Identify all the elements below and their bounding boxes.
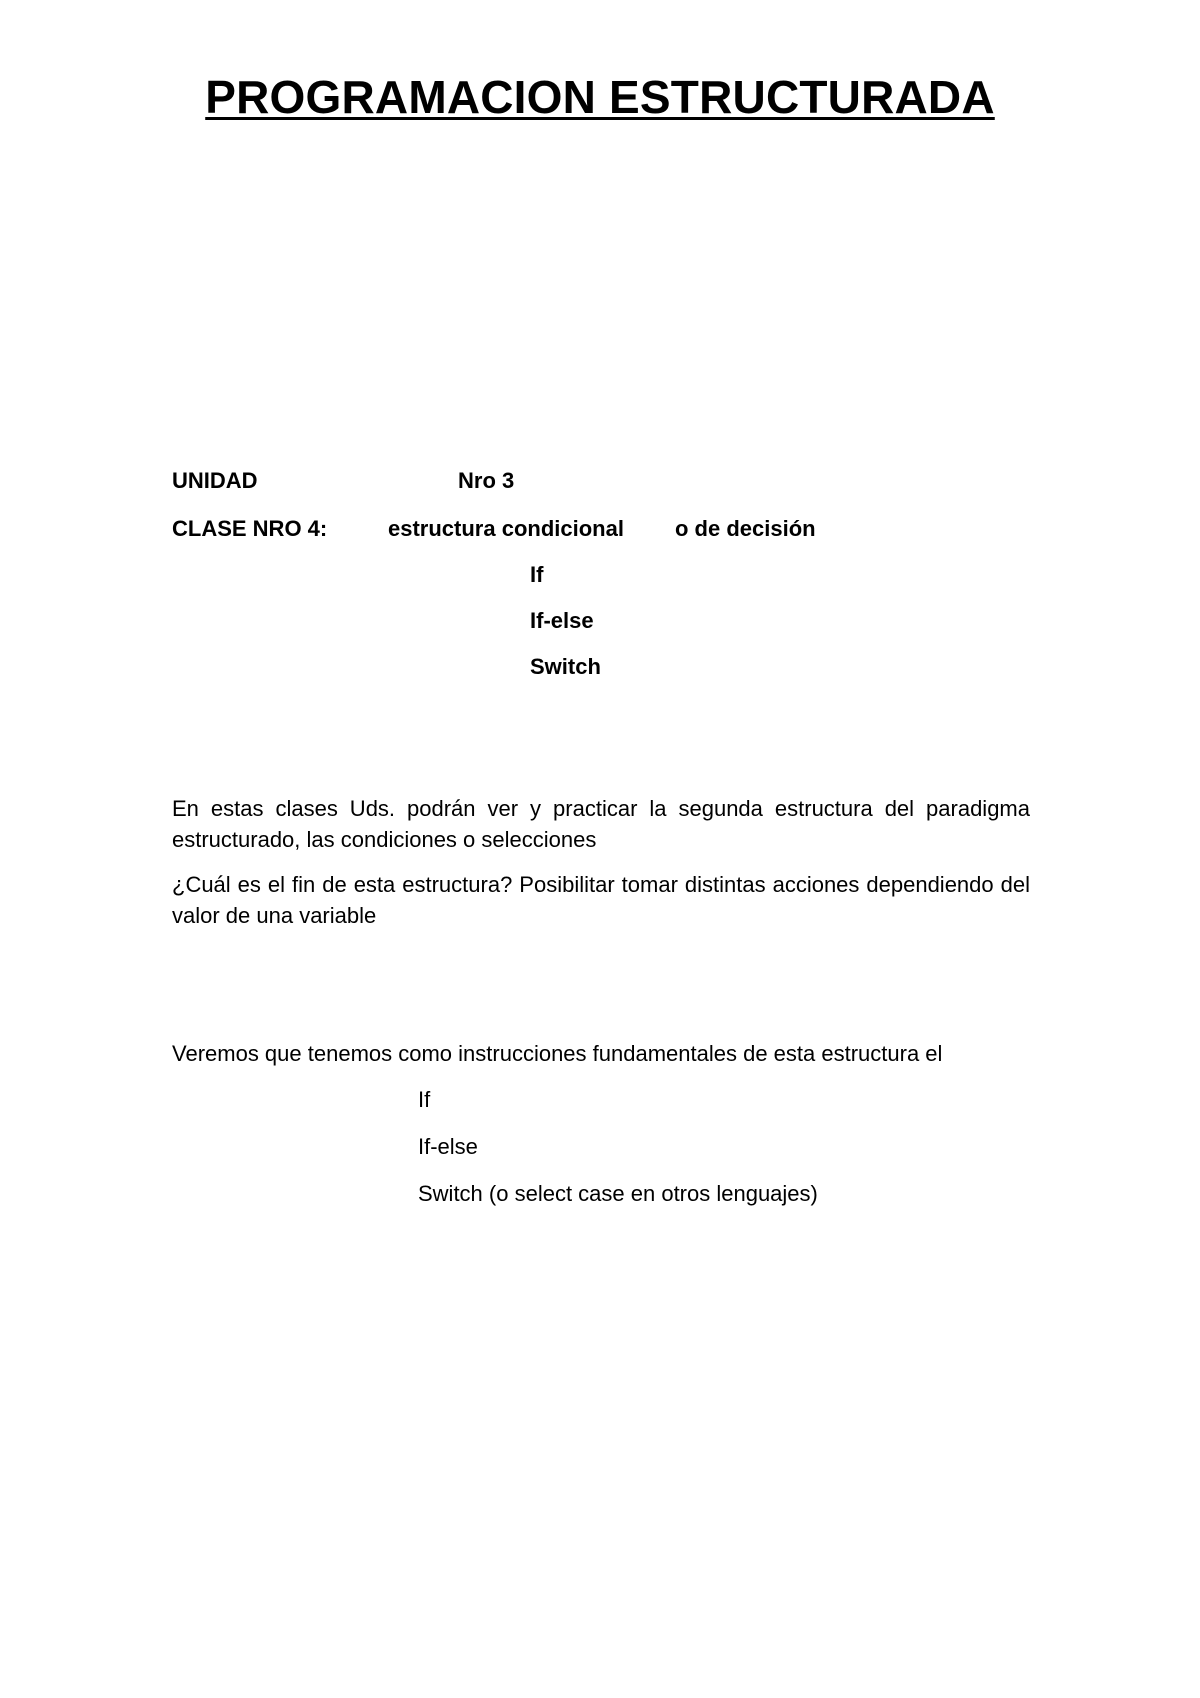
class-item-if-else: If-else xyxy=(530,608,594,633)
class-label: CLASE NRO 4: xyxy=(172,516,328,541)
unit-label: UNIDAD xyxy=(172,468,258,493)
instructions-intro: Veremos que tenemos como instrucciones fundamentales de esta estructura el xyxy=(172,1041,943,1066)
document-title: PROGRAMACION ESTRUCTURADA xyxy=(205,71,995,123)
class-topic: estructura condicional xyxy=(388,516,624,541)
class-item-if: If xyxy=(530,562,544,587)
instruction-if-else: If-else xyxy=(418,1134,478,1159)
class-item-switch: Switch xyxy=(530,654,601,679)
unit-value: Nro 3 xyxy=(458,468,515,493)
instruction-switch: Switch (o select case en otros lenguajes) xyxy=(418,1181,818,1206)
class-topic-alt: o de decisión xyxy=(675,516,816,541)
paragraph-intro: En estas clases Uds. podrán ver y practicar la segunda estructura del paradigma estructurado, las condiciones o selecciones xyxy=(172,796,1030,852)
instruction-if: If xyxy=(418,1087,431,1112)
paragraph-purpose: ¿Cuál es el fin de esta estructura? Posibilitar tomar distintas acciones dependiendo del valor de una variable xyxy=(172,872,1030,928)
